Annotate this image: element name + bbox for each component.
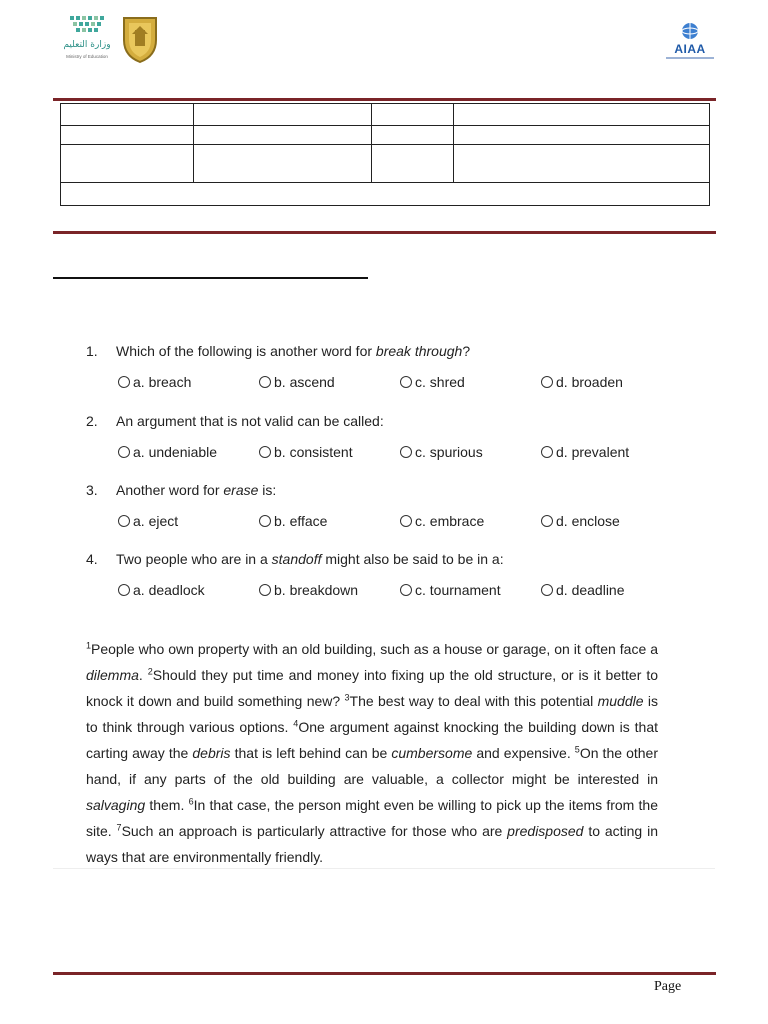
question-number: 1.	[86, 343, 98, 359]
radio-icon[interactable]	[259, 584, 271, 596]
student-info-table	[60, 103, 710, 206]
moe-arabic-name: وزارة التعليم	[63, 40, 111, 50]
radio-icon[interactable]	[259, 446, 271, 458]
table-cell[interactable]	[61, 183, 710, 206]
ministry-of-education-logo	[58, 14, 118, 64]
radio-icon[interactable]	[259, 376, 271, 388]
option-2c[interactable]: c. spurious	[400, 444, 483, 460]
question-text: An argument that is not valid can be called:	[116, 413, 384, 429]
question-text: Two people who are in a standoff might also be said to be in a:	[116, 551, 504, 567]
aiaa-underline	[666, 57, 714, 59]
table-cell[interactable]	[61, 126, 194, 145]
option-3c[interactable]: c. embrace	[400, 513, 484, 529]
moe-emblem-icon	[58, 14, 118, 40]
question-text: Another word for erase is:	[116, 482, 277, 498]
radio-icon[interactable]	[541, 376, 553, 388]
question-number: 3.	[86, 482, 98, 498]
page-label: Page	[654, 979, 682, 994]
table-row	[61, 104, 710, 126]
title-underline	[53, 277, 368, 279]
option-1d[interactable]: d. broaden	[541, 374, 623, 390]
reading-passage: $^1$People who own property with an old building, such as a house or garage, on it often face a dilemma. $^2$Should they put time and money into fixing up the old structure, or is it better to knock it down and build something new? $^3$The best way to deal with this potential muddle is to think through various options. $^4$One argument against knocking the building down is that carting away the debris that is left behind can be cumbersome and expensive. $^5$On the other hand, if any parts of the old building are valuable, a collector might be interested in salvaging them. $^6$In that case, the person might even be willing to pick up the items from the site. $^7$Such an approach is particularly attractive for those who are predisposed to acting in ways that are environmentally friendly.	[86, 640, 659, 865]
option-3a[interactable]: a. eject	[118, 513, 178, 529]
school-shield-logo	[120, 14, 160, 64]
question-number: 4.	[86, 551, 98, 567]
radio-icon[interactable]	[118, 446, 130, 458]
radio-icon[interactable]	[541, 515, 553, 527]
table-cell[interactable]	[372, 126, 454, 145]
question-text: Which of the following is another word for break through?	[116, 343, 471, 359]
footer-rule	[53, 972, 716, 975]
radio-icon[interactable]	[400, 446, 412, 458]
radio-icon[interactable]	[400, 584, 412, 596]
option-1c[interactable]: c. shred	[400, 374, 465, 390]
option-4d[interactable]: d. deadline	[541, 582, 625, 598]
radio-icon[interactable]	[118, 584, 130, 596]
table-cell[interactable]	[372, 145, 454, 183]
passage-divider	[53, 868, 715, 869]
radio-icon[interactable]	[541, 584, 553, 596]
option-2a[interactable]: a. undeniable	[118, 444, 217, 460]
option-3b[interactable]: b. efface	[259, 513, 327, 529]
radio-icon[interactable]	[541, 446, 553, 458]
option-4a[interactable]: a. deadlock	[118, 582, 205, 598]
table-cell[interactable]	[61, 145, 194, 183]
option-1b[interactable]: b. ascend	[259, 374, 335, 390]
aiaa-wordmark: AIAA	[674, 42, 706, 56]
table-row	[61, 145, 710, 183]
option-2d[interactable]: d. prevalent	[541, 444, 629, 460]
option-2b[interactable]: b. consistent	[259, 444, 353, 460]
question-number: 2.	[86, 413, 98, 429]
table-cell[interactable]	[194, 104, 372, 126]
aiaa-logo	[664, 22, 716, 62]
option-3d[interactable]: d. enclose	[541, 513, 620, 529]
table-cell[interactable]	[454, 104, 710, 126]
table-row	[61, 183, 710, 206]
table-cell[interactable]	[61, 104, 194, 126]
table-cell[interactable]	[454, 126, 710, 145]
option-1a[interactable]: a. breach	[118, 374, 191, 390]
header-rule-bottom	[53, 231, 716, 234]
table-cell[interactable]	[372, 104, 454, 126]
radio-icon[interactable]	[118, 376, 130, 388]
table-row	[61, 126, 710, 145]
table-cell[interactable]	[454, 145, 710, 183]
globe-icon	[664, 22, 716, 42]
option-4c[interactable]: c. tournament	[400, 582, 501, 598]
moe-english-name: Ministry of Education	[66, 54, 108, 59]
header-rule-top	[53, 98, 716, 101]
table-cell[interactable]	[194, 126, 372, 145]
option-4b[interactable]: b. breakdown	[259, 582, 358, 598]
radio-icon[interactable]	[118, 515, 130, 527]
radio-icon[interactable]	[259, 515, 271, 527]
shield-icon	[120, 14, 160, 64]
table-cell[interactable]	[194, 145, 372, 183]
radio-icon[interactable]	[400, 376, 412, 388]
radio-icon[interactable]	[400, 515, 412, 527]
